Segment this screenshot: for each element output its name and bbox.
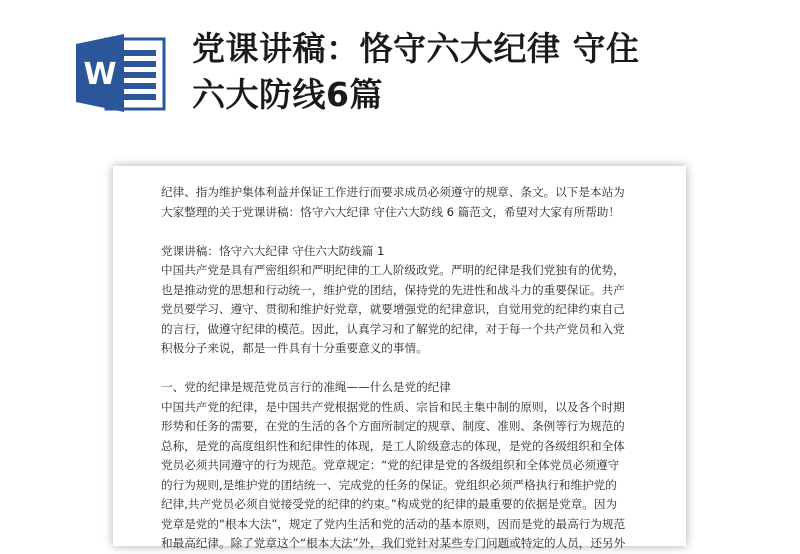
document-line: 总称，是党的高度组织性和纪律性的体现，是工人阶级意志的体现，是党的各级组织和全体 bbox=[161, 438, 625, 453]
document-line: 党员要学习、遵守、贯彻和维护好党章，就要增强党的纪律意识，自觉用党的纪律约束自己 bbox=[161, 302, 625, 316]
document-line: 一、党的纪律是规范党员言行的准绳——什么是党的纪律 bbox=[161, 380, 451, 394]
word-document-icon bbox=[74, 33, 166, 113]
document-line: 大家整理的关于党课讲稿：恪守六大纪律 守住六大防线 6 篇范文，希望对大家有所帮助！ bbox=[161, 204, 620, 219]
word-icon-letter: W bbox=[83, 57, 117, 92]
document-line: 的言行，做遵守纪律的模范。因此，认真学习和了解党的纪律，对于每一个共产党员和入党 bbox=[161, 321, 625, 336]
title-line-2: 六大防线6篇 bbox=[192, 75, 383, 114]
document-line: 积极分子来说，都是一件具有十分重要意义的事情。 bbox=[161, 341, 428, 355]
document-line: 和最高纪律。除了党章这个“根本大法”外，我们党针对某些专门问题或特定的人员，还另外 bbox=[161, 536, 626, 550]
document-line: 党课讲稿：恪守六大纪律 守住六大防线篇 1 bbox=[161, 243, 385, 258]
document-header bbox=[0, 0, 800, 150]
document-line: 党章是党的“根本大法”，规定了党内生活和党的活动的基本原则，因而是党的最高行为规范 bbox=[161, 516, 626, 531]
document-line: 中国共产党是具有严密组织和严明纪律的工人阶级政党。严明的纪律是我们党独有的优势， bbox=[161, 263, 625, 277]
paragraph-gap bbox=[161, 222, 643, 242]
document-line: 纪律,共产党员必须自觉接受党的纪律的约束。”构成党的纪律的最重要的依据是党章。因为 bbox=[161, 497, 618, 511]
document-line: 纪律、指为维护集体利益并保证工作进行而要求成员必须遵守的规章、条文。以下是本站为 bbox=[161, 185, 625, 199]
title-line-1: 党课讲稿：恪守六大纪律 守住 bbox=[192, 29, 640, 68]
document-line: 党员必须共同遵守的行为规范。党章规定：“党的纪律是党的各级组织和全体党员必须遵守 bbox=[161, 458, 620, 472]
document-line: 中国共产党的纪律，是中国共产党根据党的性质、宗旨和民主集中制的原则，以及各个时期 bbox=[161, 399, 625, 414]
document-body bbox=[161, 183, 643, 554]
document-title bbox=[192, 26, 782, 118]
document-line: 也是推动党的思想和行动统一，维护党的团结，保持党的先进性和战斗力的重要保证。共产 bbox=[161, 282, 625, 297]
document-page-preview bbox=[113, 166, 686, 550]
document-line: 的行为规则,是维护党的团结统一、完成党的任务的保证。党组织必须严格执行和维护党的 bbox=[161, 477, 617, 492]
document-line: 形势和任务的需要，在党的生活的各个方面所制定的规章、制度、准则、条例等行为规范的 bbox=[161, 419, 625, 433]
paragraph-gap bbox=[161, 359, 643, 379]
